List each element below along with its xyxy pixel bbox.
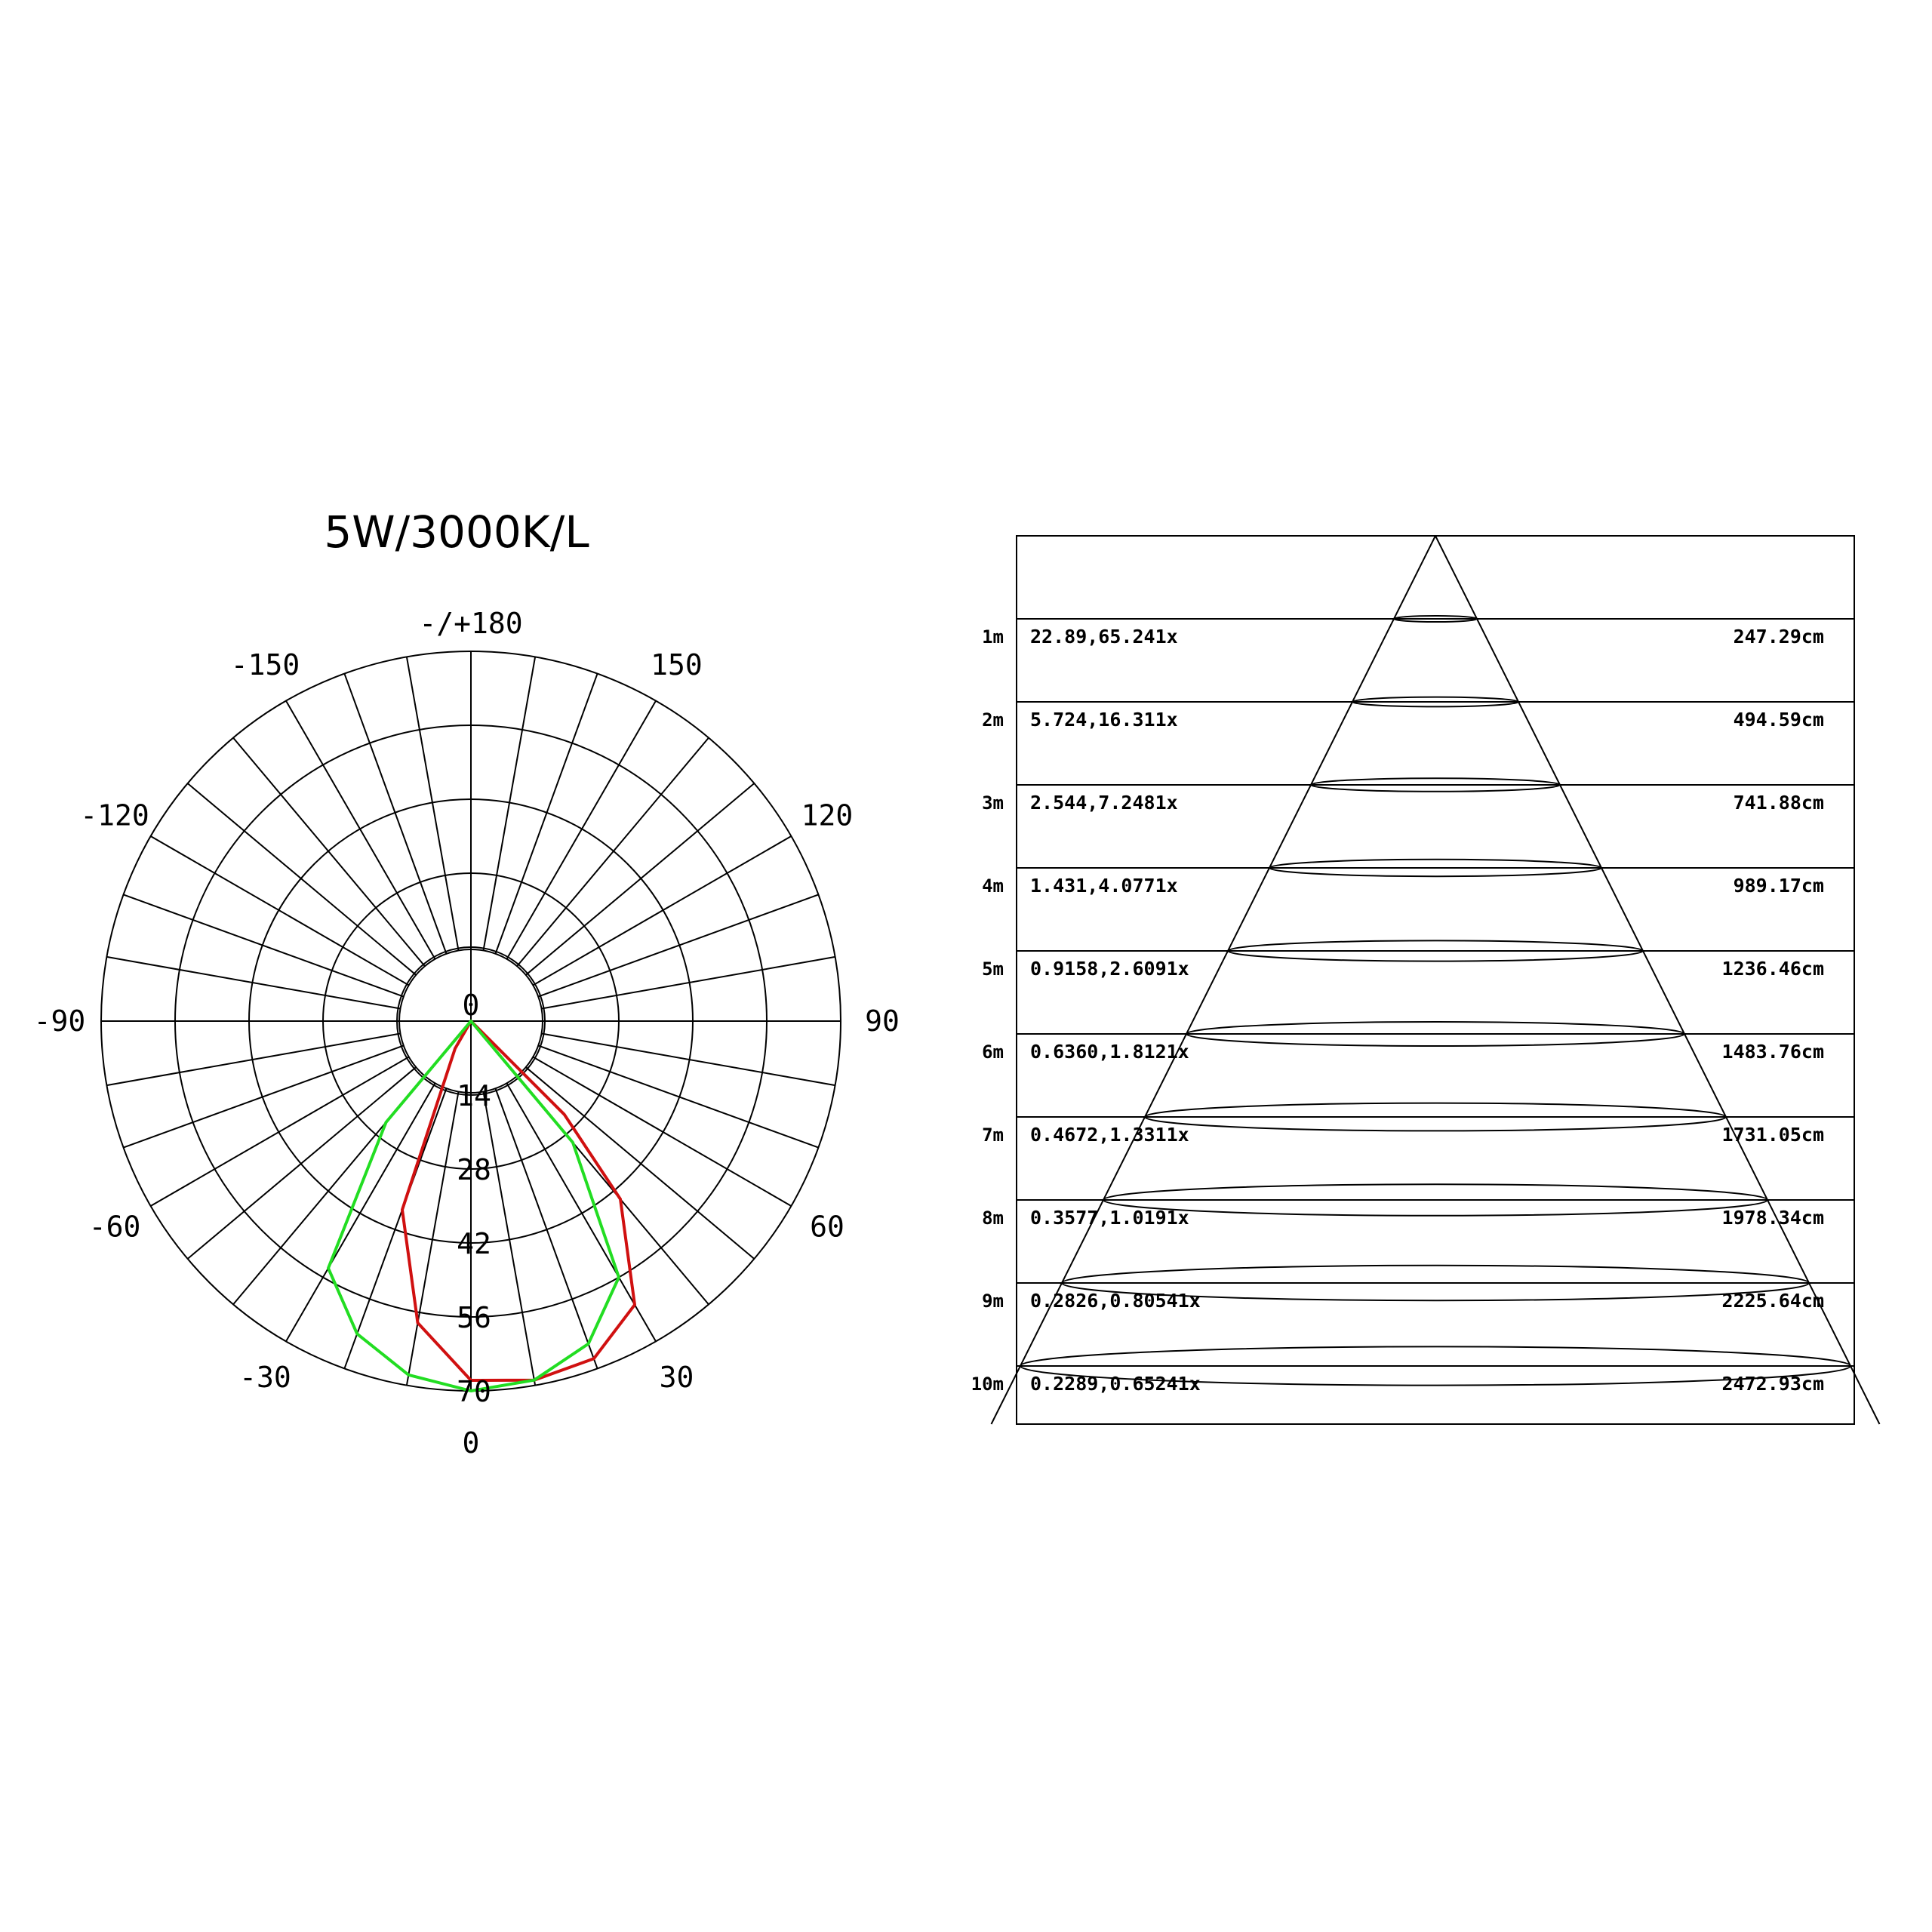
angle-label: 120 <box>801 798 854 832</box>
lux-value: 1.431,4.0771x <box>1030 875 1178 897</box>
angle-label: 150 <box>651 648 703 682</box>
radial-tick-label: 28 <box>457 1153 491 1186</box>
grid-spoke <box>188 1067 417 1259</box>
radial-tick-label: 56 <box>457 1301 491 1334</box>
diameter-value: 247.29cm <box>1733 626 1824 648</box>
radial-tick-label: 70 <box>457 1375 491 1408</box>
angle-label: -/+180 <box>419 607 523 640</box>
grid-spoke <box>233 738 425 967</box>
distance-label: 3m <box>982 792 1004 814</box>
grid-spoke <box>533 1057 791 1207</box>
illuminance-table <box>971 536 1880 1424</box>
angle-label: -150 <box>230 648 300 682</box>
diameter-value: 741.88cm <box>1733 792 1824 814</box>
grid-spoke <box>188 783 417 975</box>
radial-tick-label: 14 <box>457 1079 491 1112</box>
diameter-value: 1236.46cm <box>1721 958 1824 980</box>
grid-spoke <box>507 701 657 959</box>
grid-spoke <box>124 894 404 996</box>
grid-spoke <box>526 1067 755 1259</box>
grid-spoke <box>495 1088 597 1368</box>
grid-spoke <box>542 1033 835 1085</box>
distance-label: 4m <box>982 875 1004 897</box>
lux-value: 0.3577,1.0191x <box>1030 1207 1189 1229</box>
diameter-value: 2472.93cm <box>1721 1373 1824 1395</box>
distance-label: 5m <box>982 958 1004 980</box>
diameter-value: 494.59cm <box>1733 709 1824 731</box>
lux-value: 0.2289,0.65241x <box>1030 1373 1201 1395</box>
angle-label: -120 <box>80 798 149 832</box>
angle-label: 0 <box>462 1426 480 1460</box>
grid-spoke <box>407 1092 459 1386</box>
lux-value: 2.544,7.2481x <box>1030 792 1178 814</box>
grid-spoke <box>106 1033 400 1085</box>
distance-label: 9m <box>982 1291 1004 1312</box>
diameter-value: 2225.64cm <box>1721 1290 1824 1312</box>
lux-value: 0.2826,0.80541x <box>1030 1290 1201 1312</box>
grid-spoke <box>407 657 459 950</box>
grid-spoke <box>538 1045 818 1147</box>
grid-spoke <box>286 1083 435 1341</box>
diameter-value: 989.17cm <box>1733 875 1824 897</box>
angle-label: -60 <box>88 1210 141 1244</box>
distance-label: 1m <box>982 626 1004 648</box>
grid-spoke <box>151 1057 409 1207</box>
grid-spoke <box>495 674 597 954</box>
polar-chart <box>34 607 900 1460</box>
chart-title: 5W/3000K/L <box>324 506 589 558</box>
diameter-value: 1483.76cm <box>1721 1041 1824 1063</box>
angle-label: 30 <box>659 1360 694 1394</box>
grid-spoke <box>538 894 818 996</box>
lux-value: 0.9158,2.6091x <box>1030 958 1189 980</box>
lux-value: 22.89,65.241x <box>1030 626 1178 648</box>
center-label: 0 <box>462 989 480 1022</box>
diameter-value: 1978.34cm <box>1721 1207 1824 1229</box>
distance-label: 6m <box>982 1041 1004 1063</box>
distance-label: 10m <box>971 1374 1004 1395</box>
radial-tick-label: 42 <box>457 1227 491 1260</box>
grid-spoke <box>286 701 435 959</box>
lux-value: 5.724,16.311x <box>1030 709 1178 731</box>
grid-spoke <box>526 783 755 975</box>
lux-value: 0.4672,1.3311x <box>1030 1124 1189 1146</box>
angle-label: 90 <box>865 1004 900 1038</box>
grid-spoke <box>124 1045 404 1147</box>
grid-spoke <box>106 957 400 1009</box>
angle-label: -90 <box>33 1004 86 1038</box>
distance-label: 2m <box>982 709 1004 731</box>
angle-label: 60 <box>810 1210 844 1244</box>
series-line <box>328 1021 619 1391</box>
distance-label: 8m <box>982 1208 1004 1229</box>
grid-spoke <box>344 674 446 954</box>
grid-spoke <box>542 957 835 1009</box>
grid-spoke <box>517 738 709 967</box>
distance-label: 7m <box>982 1124 1004 1146</box>
diameter-value: 1731.05cm <box>1721 1124 1824 1146</box>
grid-spoke <box>533 836 791 986</box>
grid-spoke <box>151 836 409 986</box>
grid-spoke <box>483 657 535 950</box>
grid-spoke <box>344 1088 446 1368</box>
angle-label: -30 <box>239 1360 291 1394</box>
lux-value: 0.6360,1.8121x <box>1030 1041 1189 1063</box>
